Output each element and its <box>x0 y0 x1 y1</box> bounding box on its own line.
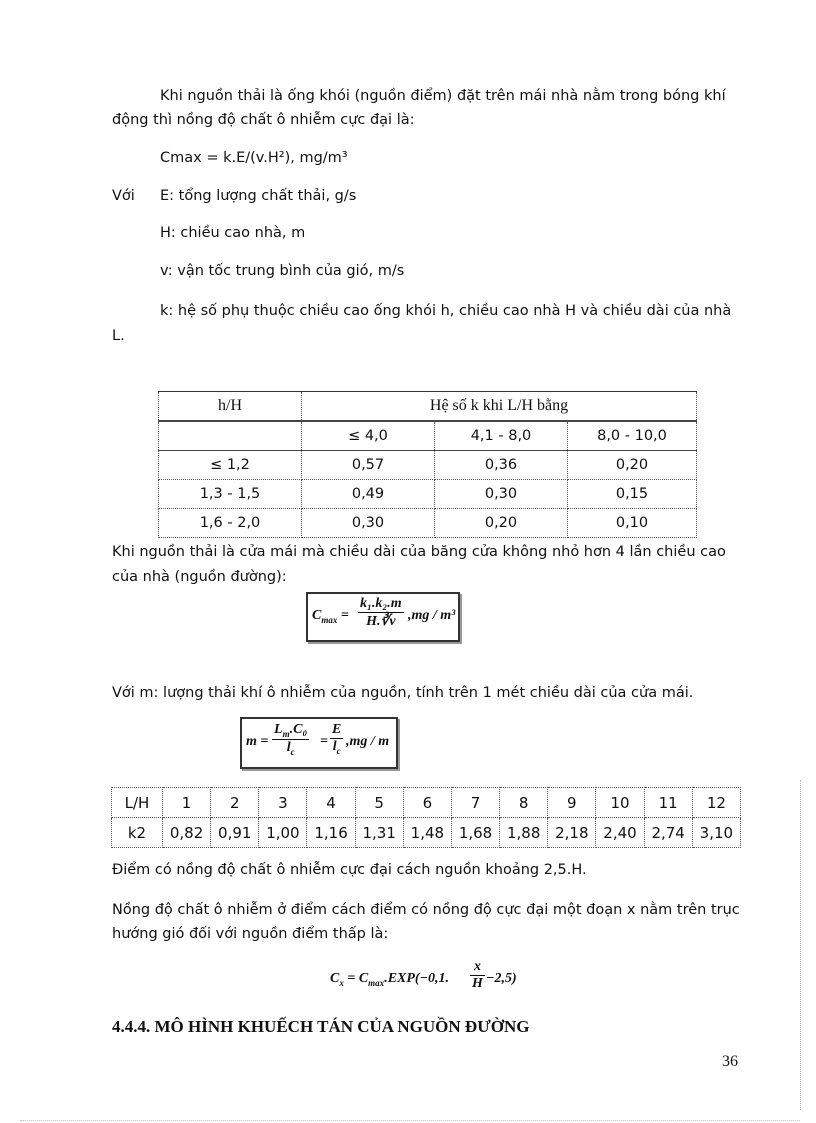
table-cell: 2 <box>211 788 259 818</box>
table-cell: 1,88 <box>500 818 548 848</box>
formula-cmax: Cmax = k.E/(v.H²), mg/m³ <box>160 150 348 166</box>
table-cell: 1,68 <box>451 818 499 848</box>
table-cell: 2,74 <box>644 818 692 848</box>
table-cell: 0,57 <box>302 451 435 480</box>
paragraph-line: Nồng độ chất ô nhiễm ở điểm cách điểm có nồng độ cực đại một đoạn x nằm trên trục <box>112 902 740 918</box>
definition-k: k: hệ số phụ thuộc chiều cao ống khói h, chiều cao nhà H và chiều dài của nhà <box>160 303 732 319</box>
table-cell: 0,20 <box>568 451 697 480</box>
row-label: 1,6 - 2,0 <box>159 509 302 538</box>
with-label: Với <box>112 188 135 204</box>
table-cell: 10 <box>596 788 644 818</box>
table-cell: 0,15 <box>568 480 697 509</box>
paragraph-line: hướng gió đối với nguồn điểm thấp là: <box>112 926 389 942</box>
paragraph-line: của nhà (nguồn đường): <box>112 569 287 585</box>
table-cell: 1,48 <box>403 818 451 848</box>
row-label: k2 <box>112 818 163 848</box>
definition-H: H: chiều cao nhà, m <box>160 225 306 241</box>
paragraph-line: Với m: lượng thải khí ô nhiễm của nguồn, tính trên 1 mét chiều dài của cửa mái. <box>112 685 694 701</box>
table-cell: 1,16 <box>307 818 355 848</box>
table-cell: 2,40 <box>596 818 644 848</box>
equation-m: m = $\frac{L_m.C_0}{l_c}$ = $\frac{E}{l_c}$ ,mg / m <box>240 717 398 769</box>
table-cell: 9 <box>548 788 596 818</box>
k2-table <box>111 787 741 848</box>
table-cell: 2,18 <box>548 818 596 848</box>
table-cell: 0,30 <box>302 509 435 538</box>
table-cell: 1 <box>163 788 211 818</box>
table-cell: 1,00 <box>259 818 307 848</box>
paragraph-line: động thì nồng độ chất ô nhiễm cực đại là: <box>112 112 415 128</box>
page-edge-divider <box>800 780 801 1110</box>
k-coefficient-table <box>158 391 697 538</box>
table-cell: 0,20 <box>435 509 568 538</box>
table-cell: 0,30 <box>435 480 568 509</box>
table-cell: 3 <box>259 788 307 818</box>
table-cell: 0,36 <box>435 451 568 480</box>
header-hH: h/H <box>159 392 302 422</box>
paragraph-line: Khi nguồn thải là cửa mái mà chiều dài của băng cửa không nhỏ hơn 4 lần chiều cao <box>112 544 726 560</box>
header-k: Hệ số k khi L/H bằng <box>302 392 697 422</box>
table-cell: 7 <box>451 788 499 818</box>
sub-header: ≤ 4,0 <box>302 421 435 451</box>
table-cell: 0,49 <box>302 480 435 509</box>
definition-v: v: vận tốc trung bình của gió, m/s <box>160 263 405 279</box>
definition-k-cont: L. <box>112 328 125 344</box>
table-row <box>159 451 697 480</box>
table-cell: 1,31 <box>355 818 403 848</box>
section-heading: 4.4.4. MÔ HÌNH KHUẾCH TÁN CỦA NGUỒN ĐƯỜNG <box>112 1017 530 1036</box>
table-row <box>159 480 697 509</box>
equation-cx: $C_x = C_{max}.EXP(-0,1$. $\frac{x}{H}$ −2,5) <box>330 959 517 991</box>
table-cell: 11 <box>644 788 692 818</box>
sub-header: 4,1 - 8,0 <box>435 421 568 451</box>
table-row <box>112 788 741 818</box>
table-cell: 0,91 <box>211 818 259 848</box>
table-cell: 5 <box>355 788 403 818</box>
table-cell: 8 <box>500 788 548 818</box>
table-cell: 3,10 <box>692 818 740 848</box>
paragraph-line: Khi nguồn thải là ống khói (nguồn điểm) đặt trên mái nhà nằm trong bóng khí <box>160 88 726 104</box>
equation-cmax-line-source: $C_{max}$ = $\frac{\text{k₁.k₂.m}}{H.∛v}$ ,mg / m³ <box>306 592 460 642</box>
table-cell: 4 <box>307 788 355 818</box>
sub-header: 8,0 - 10,0 <box>568 421 697 451</box>
paragraph-line: Điểm có nồng độ chất ô nhiễm cực đại cách nguồn khoảng 2,5.H. <box>112 862 587 878</box>
page-number: 36 <box>722 1053 738 1070</box>
row-label: ≤ 1,2 <box>159 451 302 480</box>
definition-E: E: tổng lượng chất thải, g/s <box>160 188 357 204</box>
table-row <box>112 818 741 848</box>
table-row <box>159 509 697 538</box>
table-cell: 12 <box>692 788 740 818</box>
row-label: 1,3 - 1,5 <box>159 480 302 509</box>
table-cell: 0,10 <box>568 509 697 538</box>
table-cell: 0,82 <box>163 818 211 848</box>
page-edge-divider <box>20 1120 800 1121</box>
table-cell: 6 <box>403 788 451 818</box>
row-label: L/H <box>112 788 163 818</box>
